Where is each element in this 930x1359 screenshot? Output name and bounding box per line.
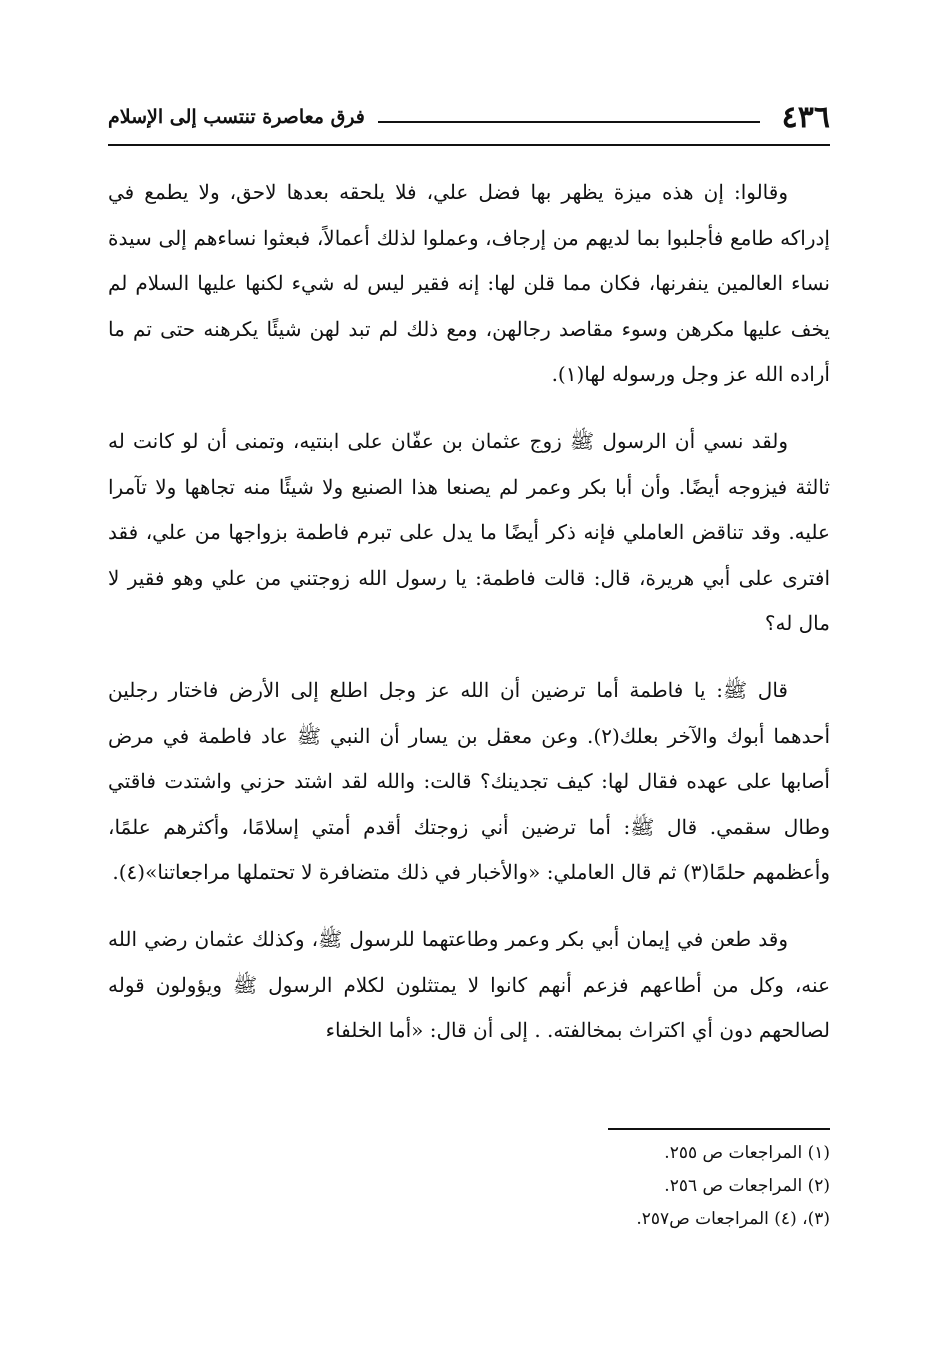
footnotes [108, 1137, 830, 1236]
page-header [108, 98, 830, 140]
paragraph-3: قال ﷺ: يا فاطمة أما ترضين أن الله عز وجل اطلع إلى الأرض فاختار رجلين أحدهما أبوك والآخر بعلك(٢). وعن معقل بن يسار أن النبي ﷺ عاد فاطمة في مرض أصابها على عهده فقال لها: كيف تجدينك؟ قالت: والله لقد اشتد حزني واشتدت فاقتي وطال سقمي. قال ﷺ: أما ترضين أني زوجتك أقدم أمتي إسلامًا، وأكثرهم علمًا، وأعظمهم حلمًا(٣) ثم قال العاملي: «والأخبار في ذلك متضافرة لا تحتملها مراجعاتنا»(٤). [108, 677, 830, 885]
footnote-1: (١) المراجعات ص ٢٥٥. [664, 1143, 830, 1163]
running-title: فرق معاصرة تنتسب إلى الإسلام [108, 106, 365, 128]
paragraph-4: وقد طعن في إيمان أبي بكر وعمر وطاعتهما للرسول ﷺ، وكذلك عثمان رضي الله عنه، وكل من أطاعهم فزعم أنهم كانوا لا يمتثلون لكلام الرسول ﷺ ويؤولون قوله لصالحهم دون أي اكتراث بمخالفته. . إلى أن قال: «أما الخلفاء [108, 926, 830, 1043]
footnote-2: (٢) المراجعات ص ٢٥٦. [664, 1176, 830, 1196]
page-number: ٤٣٦ [781, 100, 830, 135]
footnote-divider [608, 1128, 830, 1130]
header-divider [108, 144, 830, 146]
header-rule [378, 121, 760, 123]
footnote-3: (٣)، (٤) المراجعات ص٢٥٧. [636, 1209, 830, 1229]
paragraph-2: ولقد نسي أن الرسول ﷺ زوج عثمان بن عفّان على ابنتيه، وتمنى أن لو كانت له ثالثة فيزوجه أيضًا. وأن أبا بكر وعمر لم يصنعا هذا الصنيع ولا شيئًا منه تجاهها ولا تآمرا عليه. وقد تناقض العاملي فإنه ذكر أيضًا ما يدل على تبرم فاطمة بزواجها من علي، فقد افترى على أبي هريرة، قال: قالت فاطمة: يا رسول الله زوجتني من علي وهو فقير لا مال له؟ [108, 428, 830, 636]
main-text [108, 170, 830, 1075]
paragraph-1: وقالوا: إن هذه ميزة يظهر بها فضل علي، فلا يلحقه بعدها لاحق، ولا يطمع في إدراكه طامع فأجلبوا بما لديهم من إرجاف، وعملوا لذلك أعمالاً، فبعثوا نساءهم إلى سيدة نساء العالمين ينفرنها، فكان مما قلن لها: إنه فقير ليس له شيء لكنها عليها السلام لم يخف عليها مكرهن وسوء مقاصد رجالهن، ومع ذلك لم تبد لهن شيئًا يكرهنه حتى تم ما أراده الله عز وجل ورسوله لها(١). [108, 180, 830, 387]
